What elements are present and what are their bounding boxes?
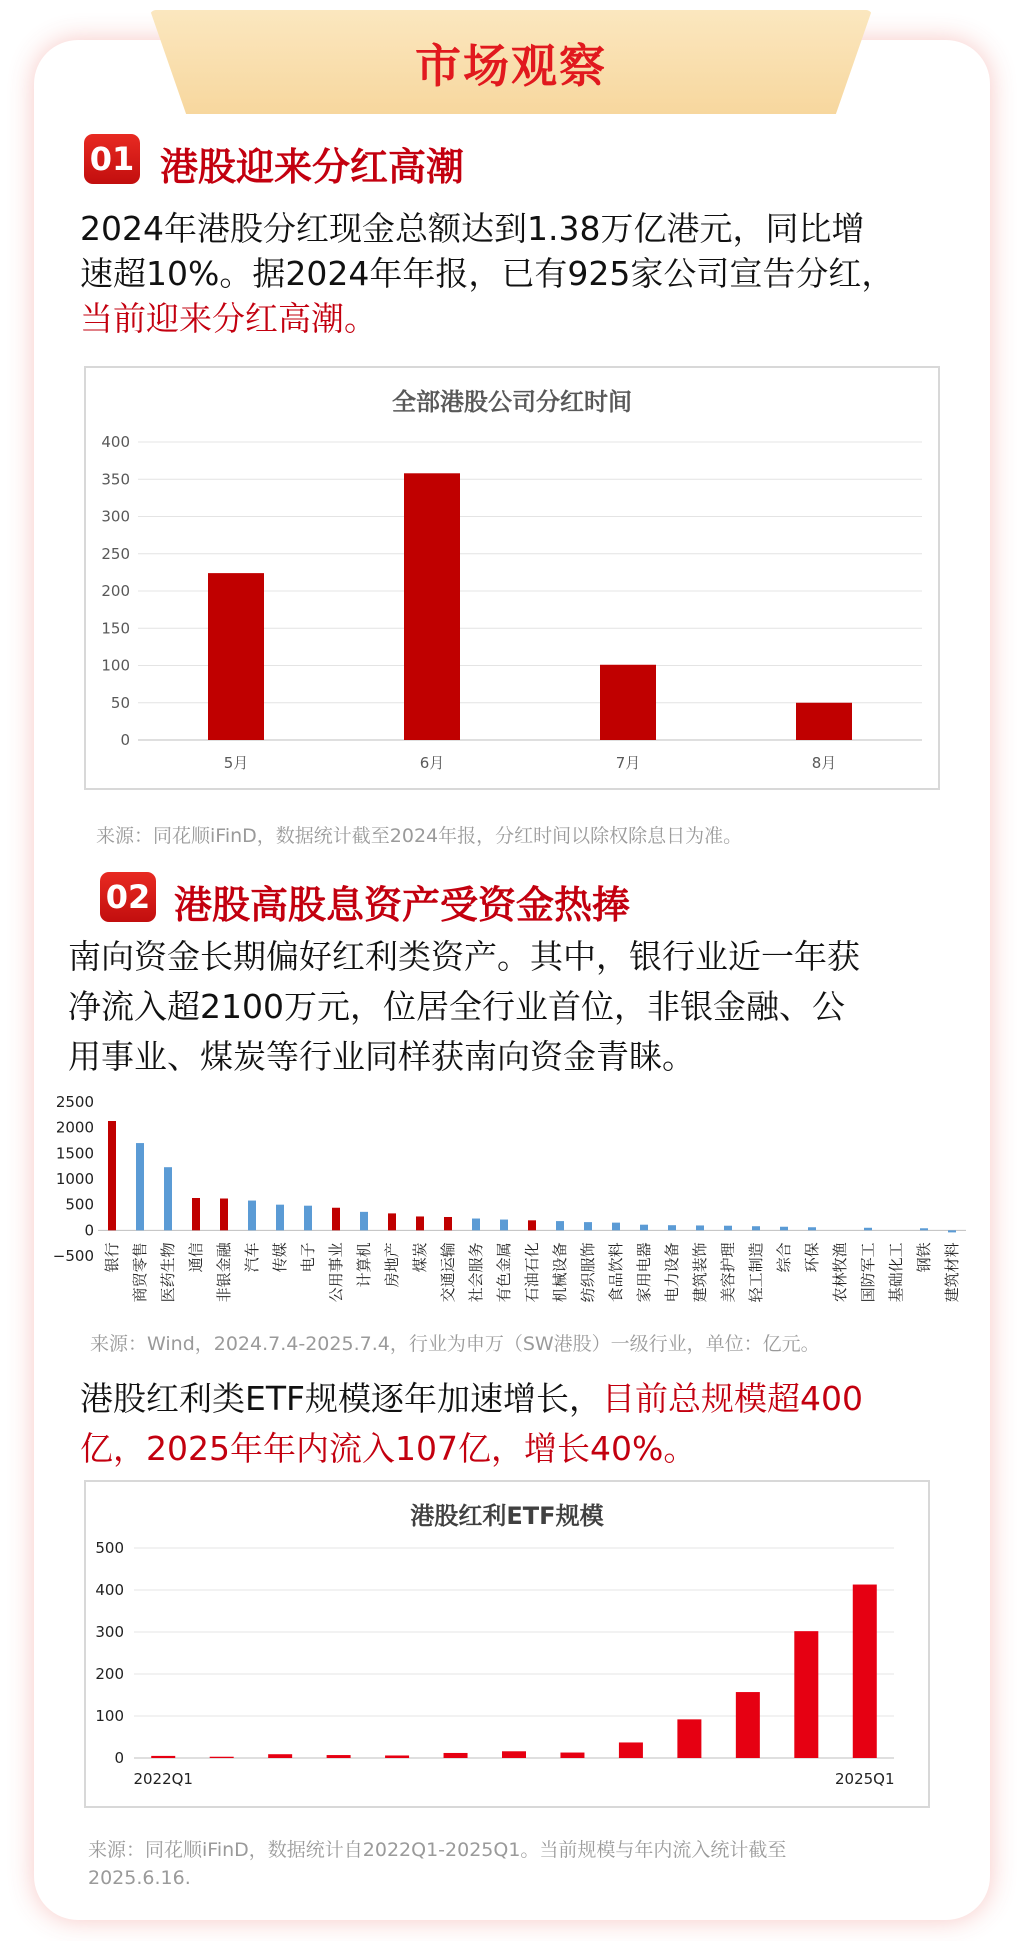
- paragraph-line-highlight: 亿，2025年年内流入107亿，增长40%。: [80, 1429, 697, 1468]
- bar: [808, 1227, 816, 1230]
- bar: [108, 1121, 116, 1230]
- x-tick-label: 钢铁: [915, 1242, 933, 1273]
- bar: [444, 1217, 452, 1230]
- dividend-timing-chart-frame: [84, 366, 940, 790]
- bar: [600, 665, 656, 740]
- x-tick-label: 纺织服饰: [579, 1242, 597, 1303]
- page-title: 市场观察: [415, 39, 607, 93]
- x-tick-label: 2025Q1: [835, 1770, 895, 1788]
- section-number-badge: 01: [84, 134, 140, 184]
- bar: [388, 1213, 396, 1230]
- x-tick-label: 2022Q1: [133, 1770, 193, 1788]
- bar: [794, 1631, 818, 1758]
- y-tick-label: 500: [95, 1539, 124, 1557]
- x-tick-label: 传媒: [271, 1242, 289, 1273]
- x-tick-label: 建筑装饰: [691, 1242, 709, 1303]
- bar: [556, 1221, 564, 1230]
- x-tick-label: 国防军工: [859, 1242, 877, 1303]
- x-tick-label: 电力设备: [663, 1242, 681, 1303]
- x-tick-label: 交通运输: [439, 1242, 457, 1303]
- x-tick-label: 美容护理: [719, 1242, 737, 1303]
- x-tick-label: 有色金属: [495, 1242, 513, 1303]
- bar: [360, 1212, 368, 1230]
- source-note: [88, 1836, 786, 1892]
- y-tick-label: 0: [120, 731, 130, 749]
- section-title: 港股迎来分红高潮: [160, 145, 465, 189]
- x-tick-label: 8月: [811, 754, 837, 772]
- etf-scale-chart-frame: [84, 1480, 930, 1808]
- section2-paragraph: [68, 934, 860, 1084]
- bar: [472, 1219, 480, 1231]
- bar: [920, 1228, 928, 1230]
- bar: [276, 1205, 284, 1231]
- bar: [584, 1222, 592, 1230]
- y-tick-label: 2500: [55, 1093, 94, 1111]
- bar: [752, 1226, 760, 1230]
- bar: [164, 1167, 172, 1230]
- section-title: 港股高股息资产受资金热捧: [174, 883, 631, 927]
- bar: [640, 1225, 648, 1231]
- bar: [796, 703, 852, 740]
- y-tick-label: 500: [65, 1195, 94, 1214]
- etf-scale-chart: [86, 1482, 928, 1806]
- bar: [404, 473, 460, 740]
- bar: [385, 1755, 409, 1758]
- bar: [724, 1226, 732, 1231]
- x-tick-label: 通信: [187, 1242, 205, 1273]
- paragraph-line: 速超10%。据2024年年报，已有925家公司宣告分红，: [80, 254, 895, 293]
- paragraph-line: 南向资金长期偏好红利类资产。其中，银行业近一年获: [68, 937, 860, 976]
- bar: [192, 1198, 200, 1230]
- bar: [560, 1753, 584, 1758]
- southbound-flow-chart: [40, 1086, 980, 1326]
- x-tick-label: 7月: [615, 754, 641, 772]
- source-note: 来源：Wind，2024.7.4-2025.7.4，行业为申万（SW港股）一级行业，单位：亿元。: [90, 1333, 820, 1355]
- x-tick-label: 计算机: [355, 1242, 373, 1288]
- y-tick-label: 300: [95, 1623, 124, 1641]
- bar: [444, 1753, 468, 1758]
- paragraph-line: 2024年港股分红现金总额达到1.38万亿港元，同比增: [80, 209, 865, 248]
- x-tick-label: 建筑材料: [943, 1242, 961, 1303]
- bar: [248, 1201, 256, 1231]
- source-line: 来源：同花顺iFinD，数据统计自2022Q1-2025Q1。当前规模与年内流入统计截至: [88, 1839, 787, 1861]
- bar: [332, 1208, 340, 1231]
- paragraph-line: 净流入超2100万元，位居全行业首位，非银金融、公: [68, 987, 845, 1026]
- bar: [416, 1216, 424, 1230]
- bar: [304, 1206, 312, 1231]
- y-tick-label: 200: [95, 1665, 124, 1683]
- chart-title: 全部港股公司分红时间: [392, 388, 632, 416]
- bar: [612, 1223, 620, 1231]
- x-tick-label: 社会服务: [467, 1242, 485, 1303]
- paragraph-line-highlight: 当前迎来分红高潮。: [80, 299, 377, 338]
- bar: [677, 1719, 701, 1758]
- bar: [151, 1756, 175, 1758]
- section-number-badge: 02: [100, 872, 156, 922]
- y-tick-label: −500: [52, 1247, 94, 1265]
- y-tick-label: 400: [95, 1581, 124, 1599]
- y-tick-label: 400: [101, 433, 130, 451]
- x-tick-label: 轻工制造: [747, 1242, 765, 1303]
- x-tick-label: 综合: [775, 1242, 793, 1273]
- x-tick-label: 电子: [299, 1242, 317, 1273]
- x-tick-label: 公用事业: [327, 1242, 345, 1303]
- source-note: 来源：同花顺iFinD，数据统计截至2024年报，分红时间以除权除息日为准。: [96, 825, 743, 847]
- x-tick-label: 非银金融: [215, 1242, 233, 1303]
- y-tick-label: 300: [101, 507, 130, 526]
- chart-title: 港股红利ETF规模: [410, 1502, 604, 1530]
- bar: [502, 1751, 526, 1758]
- paragraph-text-highlight: 目前总规模超400: [602, 1379, 863, 1418]
- bar: [528, 1220, 536, 1230]
- x-tick-label: 机械设备: [551, 1242, 569, 1303]
- bar: [948, 1230, 956, 1232]
- bar: [327, 1755, 351, 1758]
- x-tick-label: 6月: [419, 754, 445, 772]
- x-tick-label: 煤炭: [411, 1242, 429, 1273]
- bar: [736, 1692, 760, 1758]
- x-tick-label: 基础化工: [887, 1242, 905, 1303]
- y-tick-label: 100: [95, 1707, 124, 1725]
- paragraph-line: 用事业、煤炭等行业同样获南向资金青睐。: [68, 1037, 695, 1076]
- y-tick-label: 50: [110, 693, 130, 712]
- x-tick-label: 汽车: [243, 1242, 261, 1273]
- y-tick-label: 200: [101, 582, 130, 600]
- y-tick-label: 150: [101, 619, 130, 638]
- bar: [136, 1143, 144, 1230]
- x-tick-label: 商贸零售: [131, 1242, 149, 1303]
- x-tick-label: 银行: [103, 1242, 121, 1273]
- dividend-timing-chart: [86, 368, 938, 788]
- x-tick-label: 农林牧渔: [831, 1242, 849, 1303]
- section1-paragraph: [80, 206, 894, 341]
- x-tick-label: 食品饮料: [607, 1242, 625, 1303]
- bar: [780, 1227, 788, 1231]
- bar: [619, 1742, 643, 1758]
- bar: [696, 1225, 704, 1230]
- x-tick-label: 医药生物: [159, 1242, 177, 1303]
- paragraph-line: [80, 1376, 863, 1426]
- bar: [220, 1199, 228, 1231]
- x-tick-label: 石油石化: [523, 1242, 541, 1303]
- x-tick-label: 5月: [223, 754, 249, 772]
- bar: [668, 1225, 676, 1230]
- y-tick-label: 1000: [55, 1170, 94, 1188]
- y-tick-label: 0: [84, 1221, 94, 1240]
- y-tick-label: 0: [114, 1749, 124, 1767]
- source-line: 2025.6.16.: [88, 1867, 191, 1889]
- bar: [864, 1228, 872, 1231]
- bar: [853, 1585, 877, 1758]
- bar: [500, 1220, 508, 1231]
- y-tick-label: 100: [101, 656, 130, 675]
- y-tick-label: 350: [101, 470, 130, 489]
- bar: [208, 573, 264, 740]
- paragraph-text: 港股红利类ETF规模逐年加速增长，: [80, 1379, 602, 1418]
- bar: [268, 1754, 292, 1758]
- x-tick-label: 环保: [803, 1242, 821, 1273]
- etf-paragraph: [80, 1376, 863, 1476]
- y-tick-label: 2000: [55, 1118, 94, 1137]
- x-tick-label: 房地产: [383, 1242, 401, 1288]
- y-tick-label: 250: [101, 544, 130, 563]
- x-tick-label: 家用电器: [635, 1242, 653, 1303]
- y-tick-label: 1500: [55, 1144, 94, 1163]
- bar: [210, 1757, 234, 1758]
